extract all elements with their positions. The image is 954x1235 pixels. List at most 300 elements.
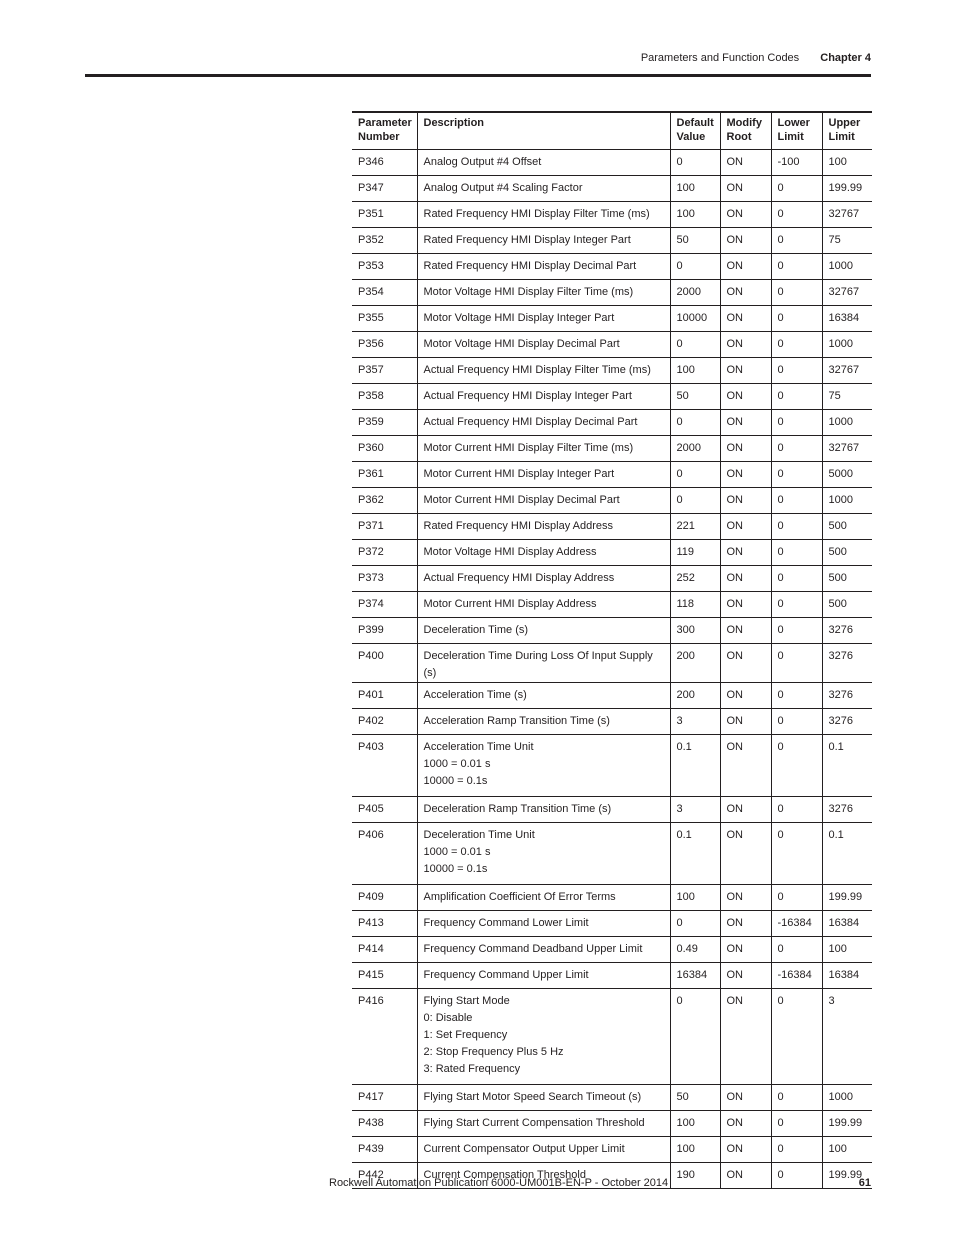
- upper-limit-cell: 3276: [822, 682, 872, 708]
- modify-root-cell: ON: [720, 279, 771, 305]
- lower-limit-cell: 0: [771, 383, 822, 409]
- lower-limit-cell: 0: [771, 591, 822, 617]
- upper-limit-cell: 5000: [822, 461, 872, 487]
- description-line: 1: Set Frequency: [423, 1028, 508, 1041]
- modify-root-cell: ON: [720, 253, 771, 279]
- upper-limit-cell: 16384: [822, 910, 872, 936]
- default-value-cell: 118: [670, 591, 720, 617]
- upper-limit-cell: 500: [822, 513, 872, 539]
- lower-limit-cell: 0: [771, 331, 822, 357]
- description-line: Rated Frequency HMI Display Address: [423, 519, 614, 532]
- description-line: Deceleration Time During Loss Of Input Supply (s): [423, 649, 653, 679]
- lower-limit-cell: 0: [771, 201, 822, 227]
- lower-limit-cell: 0: [771, 513, 822, 539]
- description-line: Frequency Command Deadband Upper Limit: [423, 942, 643, 955]
- table-row: [352, 383, 872, 409]
- table-body: [352, 149, 872, 1188]
- description-cell: [417, 461, 670, 487]
- header-line: Limit: [828, 131, 855, 143]
- description-line: Deceleration Time (s): [423, 623, 529, 636]
- lower-limit-cell: 0: [771, 822, 822, 884]
- table-row: [352, 1110, 872, 1136]
- description-line: Amplification Coefficient Of Error Terms: [423, 890, 616, 903]
- upper-limit-cell: 199.99: [822, 175, 872, 201]
- description-cell: [417, 357, 670, 383]
- description-cell: [417, 201, 670, 227]
- default-value-cell: 200: [670, 643, 720, 682]
- description-cell: [417, 962, 670, 988]
- description-cell: [417, 253, 670, 279]
- page-number: 61: [858, 1177, 871, 1189]
- modify-root-cell: ON: [720, 461, 771, 487]
- default-value-cell: 0: [670, 149, 720, 175]
- parameter-number-cell: P442: [352, 1162, 417, 1188]
- lower-limit-cell: 0: [771, 435, 822, 461]
- upper-limit-cell: 1000: [822, 487, 872, 513]
- default-value-cell: 10000: [670, 305, 720, 331]
- default-value-cell: 0: [670, 409, 720, 435]
- parameter-number-cell: P352: [352, 227, 417, 253]
- modify-root-cell: ON: [720, 227, 771, 253]
- table-row: [352, 910, 872, 936]
- default-value-cell: 2000: [670, 279, 720, 305]
- parameter-table: [352, 111, 872, 1189]
- lower-limit-cell: 0: [771, 884, 822, 910]
- description-cell: [417, 643, 670, 682]
- table-row: [352, 175, 872, 201]
- description-line: 3: Rated Frequency: [423, 1062, 521, 1075]
- lower-limit-cell: 0: [771, 409, 822, 435]
- upper-limit-cell: 32767: [822, 201, 872, 227]
- parameter-number-cell: P355: [352, 305, 417, 331]
- parameter-number-cell: P414: [352, 936, 417, 962]
- table-row: [352, 409, 872, 435]
- table-row: [352, 884, 872, 910]
- parameter-number-cell: P354: [352, 279, 417, 305]
- upper-limit-cell: 199.99: [822, 1110, 872, 1136]
- description-cell: [417, 884, 670, 910]
- description-line: Actual Frequency HMI Display Filter Time (ms): [423, 363, 651, 376]
- table-header-row: [352, 112, 872, 149]
- modify-root-cell: ON: [720, 357, 771, 383]
- header-parameter-number: [352, 112, 417, 149]
- description-cell: [417, 435, 670, 461]
- modify-root-cell: ON: [720, 487, 771, 513]
- description-line: Motor Voltage HMI Display Filter Time (ms): [423, 285, 634, 298]
- table-row: [352, 487, 872, 513]
- default-value-cell: 300: [670, 617, 720, 643]
- description-line: Acceleration Ramp Transition Time (s): [423, 714, 610, 727]
- header-lower-limit: [771, 112, 822, 149]
- description-line: Current Compensation Threshold: [423, 1168, 586, 1181]
- description-line: Actual Frequency HMI Display Decimal Part: [423, 415, 638, 428]
- description-cell: [417, 409, 670, 435]
- parameter-number-cell: P362: [352, 487, 417, 513]
- upper-limit-cell: 1000: [822, 1084, 872, 1110]
- description-cell: [417, 734, 670, 796]
- table-row: [352, 565, 872, 591]
- table-row: [352, 988, 872, 1084]
- parameter-number-cell: P356: [352, 331, 417, 357]
- table-row: [352, 708, 872, 734]
- modify-root-cell: ON: [720, 643, 771, 682]
- lower-limit-cell: -100: [771, 149, 822, 175]
- modify-root-cell: ON: [720, 409, 771, 435]
- parameter-number-cell: P373: [352, 565, 417, 591]
- lower-limit-cell: 0: [771, 708, 822, 734]
- table-row: [352, 331, 872, 357]
- description-cell: [417, 227, 670, 253]
- description-cell: [417, 331, 670, 357]
- lower-limit-cell: 0: [771, 227, 822, 253]
- parameter-number-cell: P413: [352, 910, 417, 936]
- default-value-cell: 100: [670, 1136, 720, 1162]
- description-line: Current Compensator Output Upper Limit: [423, 1142, 625, 1155]
- description-line: Motor Voltage HMI Display Address: [423, 545, 597, 558]
- description-line: Motor Current HMI Display Address: [423, 597, 597, 610]
- table-row: [352, 305, 872, 331]
- header-line: Modify: [726, 117, 762, 129]
- default-value-cell: 0.1: [670, 734, 720, 796]
- lower-limit-cell: 0: [771, 796, 822, 822]
- default-value-cell: 3: [670, 796, 720, 822]
- description-line: Frequency Command Upper Limit: [423, 968, 589, 981]
- description-cell: [417, 513, 670, 539]
- table-row: [352, 643, 872, 682]
- table-row: [352, 201, 872, 227]
- modify-root-cell: ON: [720, 149, 771, 175]
- lower-limit-cell: 0: [771, 1110, 822, 1136]
- publication-info: Rockwell Automation Publication 6000-UM001B-EN-P - October 2014: [329, 1177, 669, 1189]
- modify-root-cell: ON: [720, 331, 771, 357]
- table-row: [352, 253, 872, 279]
- default-value-cell: 119: [670, 539, 720, 565]
- parameter-number-cell: P346: [352, 149, 417, 175]
- upper-limit-cell: 500: [822, 565, 872, 591]
- header-line: Root: [726, 131, 752, 143]
- modify-root-cell: ON: [720, 796, 771, 822]
- default-value-cell: 50: [670, 1084, 720, 1110]
- parameter-number-cell: P409: [352, 884, 417, 910]
- description-line: Motor Current HMI Display Filter Time (ms): [423, 441, 634, 454]
- description-line: Acceleration Time Unit: [423, 740, 534, 753]
- description-line: Actual Frequency HMI Display Address: [423, 571, 615, 584]
- header-description: [417, 112, 670, 149]
- lower-limit-cell: 0: [771, 487, 822, 513]
- header-line: Parameter: [358, 117, 412, 129]
- description-line: Deceleration Time Unit: [423, 828, 535, 841]
- table-row: [352, 435, 872, 461]
- modify-root-cell: ON: [720, 822, 771, 884]
- modify-root-cell: ON: [720, 539, 771, 565]
- lower-limit-cell: 0: [771, 988, 822, 1084]
- parameter-number-cell: P439: [352, 1136, 417, 1162]
- description-cell: [417, 1084, 670, 1110]
- lower-limit-cell: 0: [771, 175, 822, 201]
- parameter-number-cell: P405: [352, 796, 417, 822]
- table-row: [352, 149, 872, 175]
- lower-limit-cell: 0: [771, 643, 822, 682]
- description-line: Analog Output #4 Scaling Factor: [423, 181, 583, 194]
- default-value-cell: 0.1: [670, 822, 720, 884]
- default-value-cell: 0: [670, 910, 720, 936]
- chapter-label: Chapter 4: [820, 52, 871, 64]
- default-value-cell: 0: [670, 988, 720, 1084]
- parameter-number-cell: P374: [352, 591, 417, 617]
- header-default-value: [670, 112, 720, 149]
- table-row: [352, 591, 872, 617]
- page-header: [641, 52, 871, 64]
- default-value-cell: 0: [670, 331, 720, 357]
- modify-root-cell: ON: [720, 513, 771, 539]
- lower-limit-cell: -16384: [771, 910, 822, 936]
- description-line: 1000 = 0.01 s: [423, 845, 491, 858]
- default-value-cell: 0: [670, 487, 720, 513]
- default-value-cell: 16384: [670, 962, 720, 988]
- parameter-number-cell: P347: [352, 175, 417, 201]
- parameter-number-cell: P402: [352, 708, 417, 734]
- description-line: Rated Frequency HMI Display Decimal Part: [423, 259, 637, 272]
- upper-limit-cell: 75: [822, 227, 872, 253]
- description-line: Deceleration Ramp Transition Time (s): [423, 802, 612, 815]
- description-line: Flying Start Motor Speed Search Timeout (s): [423, 1090, 642, 1103]
- lower-limit-cell: -16384: [771, 962, 822, 988]
- lower-limit-cell: 0: [771, 734, 822, 796]
- modify-root-cell: ON: [720, 591, 771, 617]
- modify-root-cell: ON: [720, 1136, 771, 1162]
- default-value-cell: 252: [670, 565, 720, 591]
- table-row: [352, 962, 872, 988]
- lower-limit-cell: 0: [771, 936, 822, 962]
- default-value-cell: 100: [670, 175, 720, 201]
- header-upper-limit: [822, 112, 872, 149]
- table-row: [352, 1084, 872, 1110]
- description-cell: [417, 682, 670, 708]
- table-row: [352, 734, 872, 796]
- description-line: Motor Voltage HMI Display Decimal Part: [423, 337, 620, 350]
- description-line: Motor Current HMI Display Decimal Part: [423, 493, 620, 506]
- description-line: Motor Voltage HMI Display Integer Part: [423, 311, 615, 324]
- parameter-number-cell: P406: [352, 822, 417, 884]
- default-value-cell: 100: [670, 884, 720, 910]
- header-modify-root: [720, 112, 771, 149]
- modify-root-cell: ON: [720, 734, 771, 796]
- header-line: Default: [676, 117, 714, 129]
- upper-limit-cell: 3276: [822, 643, 872, 682]
- lower-limit-cell: 0: [771, 565, 822, 591]
- modify-root-cell: ON: [720, 435, 771, 461]
- upper-limit-cell: 75: [822, 383, 872, 409]
- header-rule: [85, 74, 871, 77]
- parameter-number-cell: P358: [352, 383, 417, 409]
- parameter-number-cell: P400: [352, 643, 417, 682]
- modify-root-cell: ON: [720, 175, 771, 201]
- default-value-cell: 50: [670, 383, 720, 409]
- table-row: [352, 227, 872, 253]
- modify-root-cell: ON: [720, 962, 771, 988]
- modify-root-cell: ON: [720, 910, 771, 936]
- modify-root-cell: ON: [720, 884, 771, 910]
- parameter-number-cell: P359: [352, 409, 417, 435]
- description-cell: [417, 591, 670, 617]
- description-line: Actual Frequency HMI Display Integer Part: [423, 389, 632, 402]
- description-line: Analog Output #4 Offset: [423, 155, 542, 168]
- parameter-number-cell: P403: [352, 734, 417, 796]
- upper-limit-cell: 100: [822, 936, 872, 962]
- upper-limit-cell: 500: [822, 539, 872, 565]
- default-value-cell: 2000: [670, 435, 720, 461]
- description-line: Motor Current HMI Display Integer Part: [423, 467, 615, 480]
- description-line: Frequency Command Lower Limit: [423, 916, 589, 929]
- description-cell: [417, 988, 670, 1084]
- parameter-number-cell: P360: [352, 435, 417, 461]
- description-cell: [417, 149, 670, 175]
- description-cell: [417, 936, 670, 962]
- lower-limit-cell: 0: [771, 305, 822, 331]
- description-line: Rated Frequency HMI Display Filter Time (ms): [423, 207, 650, 220]
- modify-root-cell: ON: [720, 936, 771, 962]
- upper-limit-cell: 500: [822, 591, 872, 617]
- header-line: Lower: [777, 117, 810, 129]
- description-line: 0: Disable: [423, 1011, 473, 1024]
- lower-limit-cell: 0: [771, 1162, 822, 1188]
- table-row: [352, 513, 872, 539]
- default-value-cell: 100: [670, 201, 720, 227]
- table-row: [352, 822, 872, 884]
- modify-root-cell: ON: [720, 682, 771, 708]
- lower-limit-cell: 0: [771, 617, 822, 643]
- modify-root-cell: ON: [720, 383, 771, 409]
- description-cell: [417, 279, 670, 305]
- description-cell: [417, 305, 670, 331]
- description-line: 10000 = 0.1s: [423, 862, 488, 875]
- description-cell: [417, 822, 670, 884]
- upper-limit-cell: 16384: [822, 962, 872, 988]
- header-line: Limit: [777, 131, 804, 143]
- default-value-cell: 100: [670, 1110, 720, 1136]
- modify-root-cell: ON: [720, 1162, 771, 1188]
- default-value-cell: 3: [670, 708, 720, 734]
- table-row: [352, 461, 872, 487]
- table-row: [352, 617, 872, 643]
- parameter-number-cell: P371: [352, 513, 417, 539]
- parameter-number-cell: P357: [352, 357, 417, 383]
- description-cell: [417, 175, 670, 201]
- lower-limit-cell: 0: [771, 1136, 822, 1162]
- parameter-number-cell: P361: [352, 461, 417, 487]
- description-line: Acceleration Time (s): [423, 688, 527, 701]
- modify-root-cell: ON: [720, 305, 771, 331]
- table-row: [352, 936, 872, 962]
- description-line: 10000 = 0.1s: [423, 774, 488, 787]
- upper-limit-cell: 1000: [822, 409, 872, 435]
- default-value-cell: 221: [670, 513, 720, 539]
- parameter-number-cell: P372: [352, 539, 417, 565]
- description-cell: [417, 383, 670, 409]
- lower-limit-cell: 0: [771, 1084, 822, 1110]
- table-row: [352, 357, 872, 383]
- description-line: Flying Start Mode: [423, 994, 510, 1007]
- modify-root-cell: ON: [720, 201, 771, 227]
- modify-root-cell: ON: [720, 988, 771, 1084]
- modify-root-cell: ON: [720, 617, 771, 643]
- description-line: Rated Frequency HMI Display Integer Part: [423, 233, 631, 246]
- upper-limit-cell: 3276: [822, 796, 872, 822]
- description-cell: [417, 565, 670, 591]
- parameter-number-cell: P417: [352, 1084, 417, 1110]
- default-value-cell: 190: [670, 1162, 720, 1188]
- description-cell: [417, 1110, 670, 1136]
- upper-limit-cell: 199.99: [822, 1162, 872, 1188]
- default-value-cell: 0.49: [670, 936, 720, 962]
- table-row: [352, 796, 872, 822]
- table-row: [352, 279, 872, 305]
- upper-limit-cell: 3: [822, 988, 872, 1084]
- parameter-number-cell: P353: [352, 253, 417, 279]
- default-value-cell: 0: [670, 461, 720, 487]
- parameter-number-cell: P416: [352, 988, 417, 1084]
- description-cell: [417, 708, 670, 734]
- upper-limit-cell: 1000: [822, 253, 872, 279]
- default-value-cell: 50: [670, 227, 720, 253]
- lower-limit-cell: 0: [771, 357, 822, 383]
- description-cell: [417, 796, 670, 822]
- upper-limit-cell: 32767: [822, 357, 872, 383]
- header-line: Upper: [828, 117, 861, 129]
- default-value-cell: 100: [670, 357, 720, 383]
- upper-limit-cell: 1000: [822, 331, 872, 357]
- upper-limit-cell: 0.1: [822, 734, 872, 796]
- modify-root-cell: ON: [720, 1084, 771, 1110]
- upper-limit-cell: 16384: [822, 305, 872, 331]
- parameter-number-cell: P401: [352, 682, 417, 708]
- table-row: [352, 682, 872, 708]
- header-line: Description: [423, 117, 485, 129]
- table-row: [352, 1136, 872, 1162]
- lower-limit-cell: 0: [771, 461, 822, 487]
- modify-root-cell: ON: [720, 708, 771, 734]
- upper-limit-cell: 0.1: [822, 822, 872, 884]
- modify-root-cell: ON: [720, 565, 771, 591]
- section-title: Parameters and Function Codes: [640, 52, 800, 64]
- description-cell: [417, 617, 670, 643]
- description-cell: [417, 487, 670, 513]
- upper-limit-cell: 199.99: [822, 884, 872, 910]
- header-line: Number: [358, 131, 400, 143]
- lower-limit-cell: 0: [771, 682, 822, 708]
- table-row: [352, 539, 872, 565]
- description-cell: [417, 1136, 670, 1162]
- upper-limit-cell: 3276: [822, 708, 872, 734]
- description-line: 1000 = 0.01 s: [423, 757, 491, 770]
- lower-limit-cell: 0: [771, 253, 822, 279]
- parameter-number-cell: P399: [352, 617, 417, 643]
- description-cell: [417, 910, 670, 936]
- parameter-number-cell: P438: [352, 1110, 417, 1136]
- default-value-cell: 200: [670, 682, 720, 708]
- parameter-number-cell: P415: [352, 962, 417, 988]
- description-line: 2: Stop Frequency Plus 5 Hz: [423, 1045, 564, 1058]
- description-line: Flying Start Current Compensation Threshold: [423, 1116, 645, 1129]
- description-cell: [417, 539, 670, 565]
- modify-root-cell: ON: [720, 1110, 771, 1136]
- parameter-number-cell: P351: [352, 201, 417, 227]
- upper-limit-cell: 3276: [822, 617, 872, 643]
- header-line: Value: [676, 131, 706, 143]
- upper-limit-cell: 32767: [822, 279, 872, 305]
- lower-limit-cell: 0: [771, 539, 822, 565]
- upper-limit-cell: 100: [822, 149, 872, 175]
